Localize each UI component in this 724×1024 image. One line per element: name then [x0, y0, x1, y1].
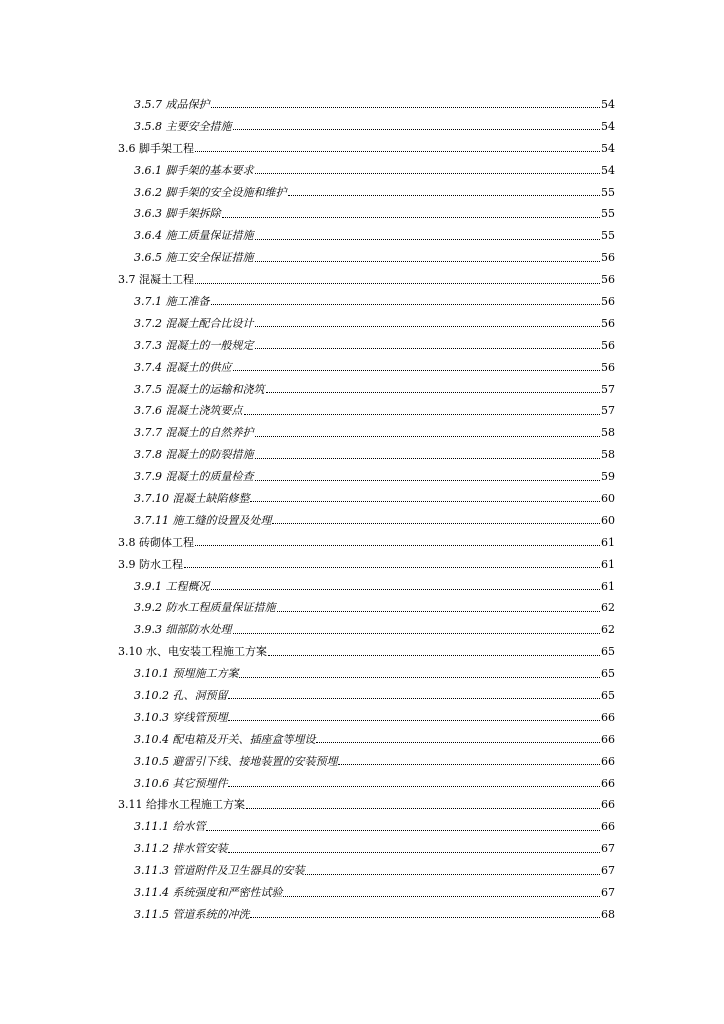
toc-entry-page-number: 55: [601, 229, 615, 243]
toc-entry-title: 3.7.4 混凝土的供应: [134, 360, 232, 374]
toc-dot-leader: [228, 852, 600, 853]
toc-subsection-entry[interactable]: [134, 379, 615, 401]
toc-entry-page-number: 61: [601, 557, 615, 571]
toc-entry-page-number: 62: [601, 623, 615, 637]
toc-dot-leader: [206, 830, 600, 831]
toc-entry-page-number: 55: [601, 207, 615, 221]
toc-entry-title: 3.10.3 穿线管预埋: [134, 710, 228, 724]
toc-entry-page-number: 61: [601, 579, 615, 593]
toc-entry-page-number: 66: [601, 776, 615, 790]
toc-subsection-entry[interactable]: [134, 313, 615, 335]
toc-dot-leader: [288, 195, 601, 196]
toc-entry-title: 3.5.8 主要安全措施: [134, 119, 232, 133]
toc-subsection-entry[interactable]: [134, 751, 615, 773]
toc-entry-page-number: 65: [601, 667, 615, 681]
toc-dot-leader: [268, 655, 600, 656]
toc-subsection-entry[interactable]: [134, 94, 615, 116]
toc-entry-title: 3.6.1 脚手架的基本要求: [134, 163, 254, 177]
toc-subsection-entry[interactable]: [134, 444, 615, 466]
toc-subsection-entry[interactable]: [134, 904, 615, 926]
toc-entry-page-number: 66: [601, 820, 615, 834]
toc-entry-page-number: 56: [601, 338, 615, 352]
toc-entry-page-number: 56: [601, 294, 615, 308]
toc-subsection-entry[interactable]: [134, 182, 615, 204]
toc-dot-leader: [255, 326, 601, 327]
toc-subsection-entry[interactable]: [134, 160, 615, 182]
toc-subsection-entry[interactable]: [134, 335, 615, 357]
toc-entry-title: 3.10.2 孔、洞预留: [134, 688, 228, 702]
toc-dot-leader: [338, 764, 600, 765]
toc-dot-leader: [255, 261, 601, 262]
toc-entry-page-number: 67: [601, 886, 615, 899]
toc-entry-page-number: 57: [601, 382, 615, 396]
toc-dot-leader: [211, 107, 601, 108]
toc-dot-leader: [244, 414, 601, 415]
toc-subsection-entry[interactable]: [134, 773, 615, 795]
toc-dot-leader: [233, 633, 601, 634]
toc-dot-leader: [246, 808, 600, 809]
toc-entry-title: 3.10.1 预埋施工方案: [134, 667, 239, 681]
toc-entry-title: 3.8 砖砌体工程: [118, 535, 194, 549]
toc-entry-title: 3.6.5 施工安全保证措施: [134, 251, 254, 265]
toc-entry-title: 3.7.11 施工缝的设置及处理: [134, 513, 272, 527]
toc-entry-page-number: 60: [601, 513, 615, 527]
toc-entry-page-number: 58: [601, 426, 615, 440]
toc-subsection-entry[interactable]: [134, 357, 615, 379]
toc-entry-page-number: 61: [601, 535, 615, 549]
toc-entry-title: 3.11.3 管道附件及卫生器具的安装: [134, 864, 305, 878]
toc-dot-leader: [211, 589, 601, 590]
toc-entry-page-number: 66: [601, 732, 615, 746]
toc-dot-leader: [255, 239, 601, 240]
toc-dot-leader: [228, 720, 600, 721]
toc-subsection-entry[interactable]: [134, 729, 615, 751]
toc-dot-leader: [255, 458, 601, 459]
toc-entry-page-number: 60: [601, 491, 615, 505]
toc-subsection-entry[interactable]: [134, 816, 615, 838]
toc-entry-title: 3.11.2 排水管安装: [134, 842, 228, 856]
toc-dot-leader: [211, 304, 601, 305]
toc-entry-page-number: 59: [601, 470, 615, 484]
toc-dot-leader: [233, 370, 601, 371]
toc-dot-leader: [255, 173, 601, 174]
toc-entry-title: 3.9 防水工程: [118, 557, 183, 571]
toc-entry-title: 3.11 给排水工程施工方案: [118, 798, 245, 812]
toc-subsection-entry[interactable]: [134, 203, 615, 225]
toc-entry-title: 3.6.4 施工质量保证措施: [134, 229, 254, 243]
toc-subsection-entry[interactable]: [134, 838, 615, 860]
toc-dot-leader: [239, 677, 600, 678]
toc-dot-leader: [228, 698, 600, 699]
toc-dot-leader: [233, 129, 601, 130]
toc-subsection-entry[interactable]: [134, 597, 615, 619]
toc-subsection-entry[interactable]: [134, 576, 615, 598]
toc-entry-title: 3.7.5 混凝土的运输和浇筑: [134, 382, 265, 396]
toc-entry-title: 3.7.6 混凝土浇筑要点: [134, 404, 243, 418]
toc-entry-page-number: 54: [601, 141, 615, 155]
toc-section-entry[interactable]: [118, 138, 615, 160]
toc-entry-title: 3.7.3 混凝土的一般规定: [134, 338, 254, 352]
toc-section-entry[interactable]: [118, 641, 615, 663]
toc-subsection-entry[interactable]: [134, 466, 615, 488]
toc-entry-title: 3.9.1 工程概况: [134, 579, 210, 593]
toc-entry-title: 3.6.2 脚手架的安全设施和维护: [134, 185, 287, 199]
toc-subsection-entry[interactable]: [134, 116, 615, 138]
toc-entry-page-number: 68: [601, 907, 615, 921]
toc-section-entry[interactable]: [118, 554, 615, 576]
toc-entry-page-number: 54: [601, 163, 615, 177]
toc-subsection-entry[interactable]: [134, 882, 615, 904]
toc-entry-page-number: 58: [601, 448, 615, 462]
toc-entry-page-number: 56: [601, 273, 615, 287]
toc-subsection-entry[interactable]: [134, 291, 615, 313]
toc-subsection-entry[interactable]: [134, 247, 615, 269]
toc-entry-page-number: 65: [601, 688, 615, 702]
toc-entry-page-number: 66: [601, 710, 615, 724]
toc-subsection-entry[interactable]: [134, 510, 615, 532]
toc-entry-title: 3.10.6 其它预埋件: [134, 776, 228, 790]
toc-dot-leader: [222, 217, 601, 218]
toc-subsection-entry[interactable]: [134, 860, 615, 882]
toc-entry-page-number: 66: [601, 754, 615, 768]
toc-dot-leader: [195, 545, 600, 546]
toc-entry-page-number: 55: [601, 185, 615, 199]
toc-dot-leader: [250, 917, 600, 918]
toc-entry-page-number: 62: [601, 601, 615, 615]
toc-entry-title: 3.10 水、电安装工程施工方案: [118, 645, 267, 659]
toc-entry-title: 3.6.3 脚手架拆除: [134, 207, 221, 221]
toc-subsection-entry[interactable]: [134, 422, 615, 444]
toc-section-entry[interactable]: [118, 269, 615, 291]
toc-entry-title: 3.7.1 施工准备: [134, 294, 210, 308]
toc-subsection-entry[interactable]: [134, 225, 615, 247]
toc-subsection-entry[interactable]: [134, 707, 615, 729]
toc-section-entry[interactable]: [118, 795, 615, 817]
toc-entry-page-number: 56: [601, 316, 615, 330]
toc-entry-title: 3.7.10 混凝土缺陷修整: [134, 491, 250, 505]
toc-entry-page-number: 67: [601, 842, 615, 856]
toc-subsection-entry[interactable]: [134, 619, 615, 641]
toc-entry-title: 3.5.7 成品保护: [134, 97, 210, 111]
toc-dot-leader: [195, 283, 600, 284]
toc-entry-page-number: 54: [601, 119, 615, 133]
toc-section-entry[interactable]: [118, 532, 615, 554]
toc-dot-leader: [184, 567, 600, 568]
toc-dot-leader: [305, 874, 600, 875]
toc-dot-leader: [255, 480, 601, 481]
toc-dot-leader: [228, 786, 600, 787]
toc-entry-title: 3.7.7 混凝土的自然养护: [134, 426, 254, 440]
toc-entry-title: 3.9.2 防水工程质量保证措施: [134, 601, 276, 615]
toc-entry-title: 3.6 脚手架工程: [118, 141, 194, 155]
toc-entry-page-number: 67: [601, 864, 615, 878]
toc-entry-page-number: 66: [601, 798, 615, 812]
toc-dot-leader: [255, 436, 601, 437]
toc-entry-title: 3.7.8 混凝土的防裂措施: [134, 448, 254, 462]
toc-dot-leader: [277, 611, 601, 612]
toc-entry-title: 3.7.9 混凝土的质量检查: [134, 470, 254, 484]
toc-entry-title: 3.11.5 管道系统的冲洗: [134, 907, 250, 921]
toc-dot-leader: [250, 501, 600, 502]
toc-dot-leader: [272, 523, 600, 524]
toc-entry-page-number: 57: [601, 404, 615, 418]
toc-subsection-entry[interactable]: [134, 400, 615, 422]
toc-entry-page-number: 65: [601, 645, 615, 659]
toc-entry-title: 3.11.4 系统强度和严密性试验: [134, 886, 283, 899]
toc-dot-leader: [255, 348, 601, 349]
toc-dot-leader: [266, 392, 601, 393]
toc-subsection-entry[interactable]: [134, 488, 615, 510]
toc-dot-leader: [195, 151, 600, 152]
toc-entry-title: 3.11.1 给水管: [134, 820, 206, 834]
toc-dot-leader: [283, 896, 600, 897]
toc-entry-page-number: 56: [601, 251, 615, 265]
toc-entry-title: 3.7 混凝土工程: [118, 273, 194, 287]
toc-dot-leader: [316, 742, 600, 743]
toc-subsection-entry[interactable]: [134, 685, 615, 707]
toc-entry-page-number: 54: [601, 97, 615, 111]
toc-entry-page-number: 56: [601, 360, 615, 374]
toc-entry-title: 3.7.2 混凝土配合比设计: [134, 316, 254, 330]
table-of-contents: [0, 94, 724, 926]
toc-entry-title: 3.9.3 细部防水处理: [134, 623, 232, 637]
toc-entry-title: 3.10.4 配电箱及开关、插座盒等埋设: [134, 732, 316, 746]
toc-subsection-entry[interactable]: [134, 663, 615, 685]
toc-entry-title: 3.10.5 避雷引下线、接地装置的安装预埋: [134, 754, 338, 768]
